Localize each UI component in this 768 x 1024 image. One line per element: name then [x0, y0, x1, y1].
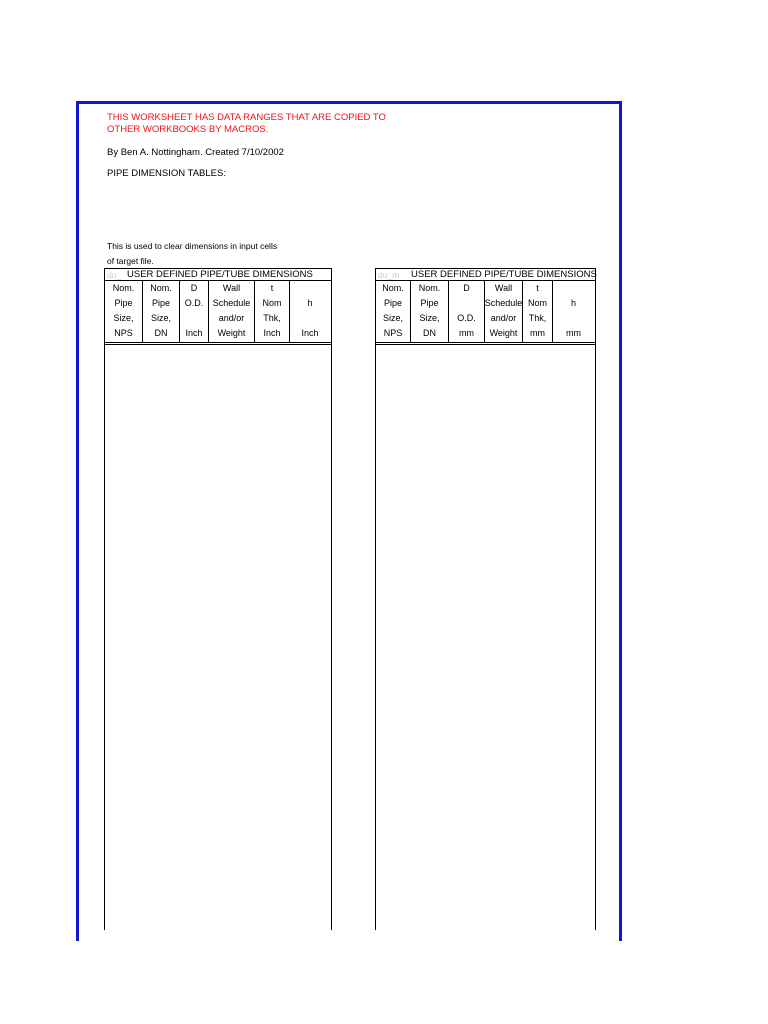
header-text: Schedule [212, 298, 251, 308]
col-wall [209, 281, 255, 342]
range-name-label: du_m [378, 270, 400, 280]
table-title: USER DEFINED PIPE/TUBE DIMENSIONS [411, 269, 597, 280]
header-text: Size, [113, 313, 134, 323]
header-text: Inch [263, 328, 281, 338]
header-text: Wall [222, 283, 241, 293]
col-dn [143, 281, 180, 342]
header-text: O.D. [457, 313, 476, 323]
header-text: Pipe [420, 298, 439, 308]
header-text: DN [423, 328, 436, 338]
header-text: h [570, 298, 576, 308]
header-text: Size, [419, 313, 440, 323]
note-line-2: of target file. [107, 256, 154, 266]
header-text: Size, [150, 313, 171, 323]
header-text: Nom. [382, 283, 404, 293]
header-text: mm [459, 328, 474, 338]
header-text: NPS [383, 328, 403, 338]
header-text: Pipe [151, 298, 170, 308]
header-text: Weight [489, 328, 518, 338]
column-headers [376, 281, 595, 342]
header-text: Nom [527, 298, 547, 308]
col-nps [105, 281, 143, 342]
pipe-table-mm [375, 268, 596, 930]
header-text: Schedule [484, 298, 523, 308]
header-text: Nom. [150, 283, 172, 293]
header-text: D [463, 283, 470, 293]
col-h [290, 281, 330, 342]
header-text: t [270, 283, 274, 293]
warning-line-1: THIS WORKSHEET HAS DATA RANGES THAT ARE COPIED TO [107, 112, 386, 123]
header-text: mm [530, 328, 545, 338]
col-dn [411, 281, 449, 342]
col-thickness [523, 281, 553, 342]
header-text: and/or [490, 313, 517, 323]
header-text: D [190, 283, 198, 293]
col-wall [485, 281, 523, 342]
note-line-1: This is used to clear dimensions in input cells [107, 241, 278, 251]
header-text: Nom [262, 298, 282, 308]
header-text: Pipe [114, 298, 133, 308]
table-body-empty[interactable] [376, 345, 595, 930]
header-text: NPS [114, 328, 133, 338]
table-title-row [105, 268, 331, 281]
header-text: DN [154, 328, 168, 338]
header-text: h [307, 298, 313, 308]
col-nps [376, 281, 411, 342]
header-text: Wall [494, 283, 513, 293]
table-title: USER DEFINED PIPE/TUBE DIMENSIONS [127, 269, 313, 280]
header-text: Inch [301, 328, 319, 338]
header-text: and/or [218, 313, 245, 323]
pipe-table-inch [104, 268, 332, 930]
header-text: Thk, [528, 313, 547, 323]
warning-line-2: OTHER WORKBOOKS BY MACROS. [107, 124, 269, 135]
col-h [553, 281, 594, 342]
header-text: Thk, [263, 313, 281, 323]
header-text: Weight [217, 328, 246, 338]
header-text: t [536, 283, 539, 293]
header-text: mm [566, 328, 581, 338]
header-text: Inch [185, 328, 203, 338]
header-text: Pipe [383, 298, 402, 308]
header-text: Size, [382, 313, 403, 323]
range-name-label: du_ [107, 270, 122, 280]
author-line: By Ben A. Nottingham. Created 7/10/2002 [107, 147, 284, 158]
col-od [449, 281, 485, 342]
section-title: PIPE DIMENSION TABLES: [107, 168, 226, 179]
header-text: Nom. [112, 283, 135, 293]
col-thickness [255, 281, 290, 342]
col-od [180, 281, 209, 342]
header-text: O.D. [184, 298, 204, 308]
table-title-row [376, 268, 595, 281]
table-body-empty[interactable] [105, 345, 331, 930]
column-headers [105, 281, 331, 342]
header-text: Nom. [418, 283, 441, 293]
